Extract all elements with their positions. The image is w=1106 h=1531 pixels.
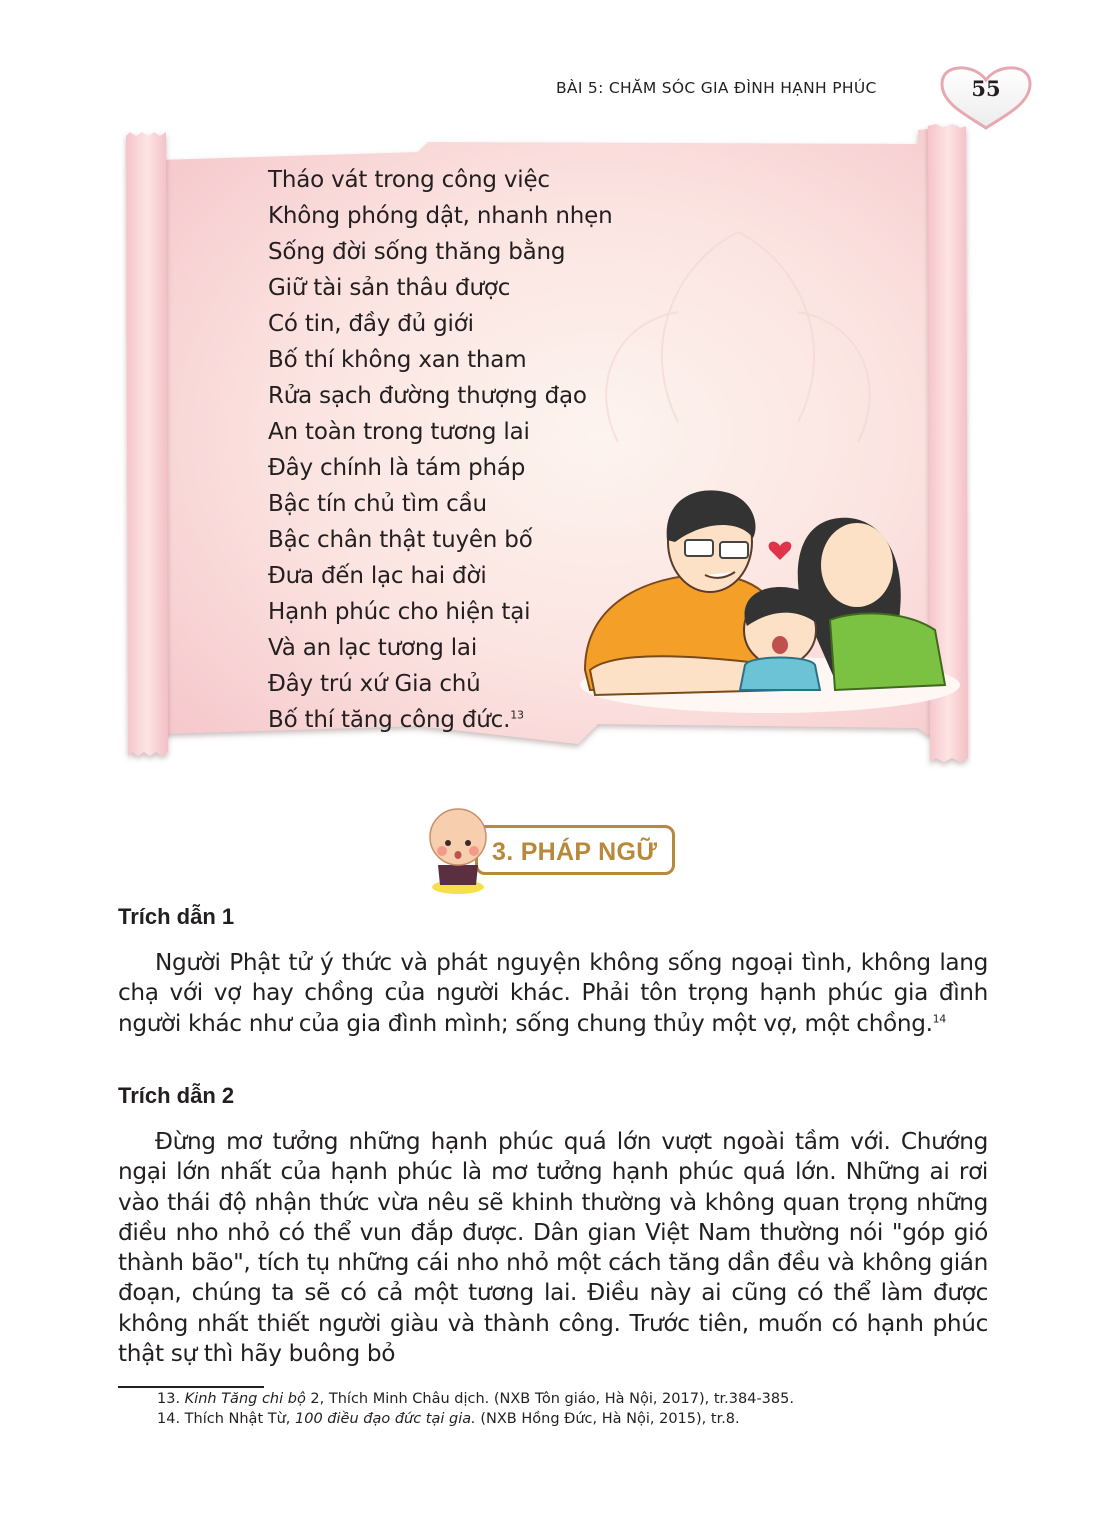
poem-line: Sống đời sống thăng bằng xyxy=(268,239,566,265)
poem-line: Đưa đến lạc hai đời xyxy=(268,563,487,589)
poem-line: Bố thí không xan tham xyxy=(268,347,527,373)
poem-line: Đây chính là tám pháp xyxy=(268,455,526,481)
quote-1-heading: Trích dẫn 1 xyxy=(118,904,235,929)
poem-text xyxy=(268,162,613,738)
running-head: BÀI 5: CHĂM SÓC GIA ĐÌNH HẠNH PHÚC xyxy=(556,79,877,97)
poem-line: Đây trú xứ Gia chủ xyxy=(268,671,481,697)
quote-1-text: Người Phật tử ý thức và phát nguyện không sống ngoại tình, không lang chạ với vợ hay chồng của người khác. Phải tôn trọng hạnh phúc gia đình người khác như của gia đình mình; sống chung thủy một vợ, một chồng.$^{14}$ xyxy=(118,949,988,1037)
poem-line: Giữ tài sản thâu được xyxy=(268,275,511,301)
section-badge xyxy=(420,805,685,895)
footnote-13: 13. Kinh Tăng chi bộ 2, Thích Minh Châu dịch. (NXB Tôn giáo, Hà Nội, 2017), tr.384-385. xyxy=(157,1391,794,1407)
footnote-divider xyxy=(118,1386,264,1388)
poem-line: An toàn trong tương lai xyxy=(268,419,530,445)
poem-line: Có tin, đầy đủ giới xyxy=(268,311,474,337)
footnote-ref-13[interactable]: 13 xyxy=(510,708,524,722)
poem-line: Hạnh phúc cho hiện tại xyxy=(268,599,531,625)
footnote-ref-14[interactable]: 14 xyxy=(932,1011,946,1025)
poem-line: Không phóng dật, nhanh nhẹn xyxy=(268,203,613,229)
section-title: 3. PHÁP NGỮ xyxy=(492,838,658,866)
poem-line: Bậc tín chủ tìm cầu xyxy=(268,491,487,517)
monk-mascot-icon xyxy=(420,805,500,895)
footnote-14: 14. Thích Nhật Từ, 100 điều đạo đức tại gia. (NXB Hồng Đức, Hà Nội, 2015), tr.8. xyxy=(157,1411,740,1427)
poem-line: Bố thí tăng công đức. xyxy=(268,707,511,733)
family-illustration xyxy=(575,480,960,715)
poem-line: Tháo vát trong công việc xyxy=(268,167,550,193)
poem-line: Và an lạc tương lai xyxy=(268,635,478,661)
poem-line-last xyxy=(268,702,613,738)
page-number: 55 xyxy=(971,76,1001,101)
poem-line: Bậc chân thật tuyên bố xyxy=(268,527,533,553)
quote-2-text: Đừng mơ tưởng những hạnh phúc quá lớn vượt ngoài tầm với. Chướng ngại lớn nhất của hạnh phúc là mơ tưởng hạnh phúc quá lớn. Những ai rơi vào thái độ nhận thức vừa nêu sẽ khinh thường và không quan trọng những điều nho nhỏ có thể vun đắp được. Dân gian Việt Nam thường nói "góp gió thành bão", tích tụ những cái nho nhỏ một cách tăng dần đều và không gián đoạn, chúng ta sẽ có cả một tương lai. Điều này ai cũng có thể làm được không nhất thiết người giàu và thành công. Trước tiên, muốn có hạnh phúc thật sự thì hãy buông bỏ xyxy=(118,1128,988,1368)
quote-2-heading: Trích dẫn 2 xyxy=(118,1083,235,1108)
poem-line: Rửa sạch đường thượng đạo xyxy=(268,383,587,409)
